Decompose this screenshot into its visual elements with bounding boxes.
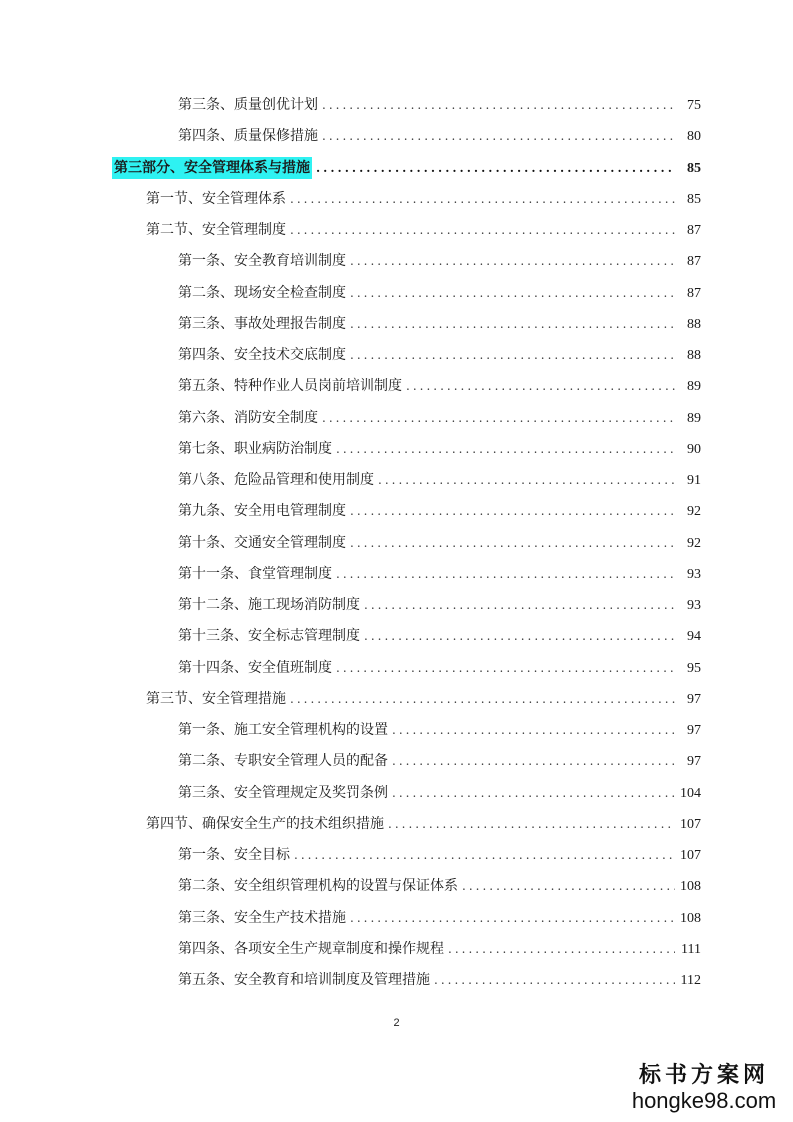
toc-entry[interactable] [178, 844, 701, 866]
toc-entry-page: 87 [687, 254, 701, 269]
toc-entry-label: 第二条、现场安全检查制度 [178, 285, 346, 301]
toc-dot-leader [392, 782, 675, 804]
toc-entry-label: 第三节、安全管理措施 [146, 691, 286, 707]
toc-entry[interactable] [178, 625, 701, 647]
toc-entry[interactable] [178, 438, 701, 460]
toc-dot-leader [462, 875, 675, 897]
toc-entry[interactable] [178, 875, 701, 897]
toc-entry-page: 89 [687, 379, 701, 394]
toc-entry-label: 第二节、安全管理制度 [146, 222, 286, 238]
toc-dot-leader [350, 313, 675, 335]
toc-dot-leader [378, 469, 675, 491]
toc-entry-page: 90 [687, 442, 701, 457]
toc-dot-leader [350, 250, 675, 272]
toc-entry-page: 92 [687, 504, 701, 519]
toc-entry-label: 第六条、消防安全制度 [178, 410, 318, 426]
toc-entry-label: 第七条、职业病防治制度 [178, 441, 332, 457]
toc-entry[interactable] [178, 719, 701, 741]
toc-entry[interactable] [178, 563, 701, 585]
toc-entry-label: 第三条、事故处理报告制度 [178, 316, 346, 332]
toc-entry[interactable] [178, 532, 701, 554]
toc-entry-label: 第九条、安全用电管理制度 [178, 503, 346, 519]
toc-entry[interactable] [178, 407, 701, 429]
toc-entry-label: 第八条、危险品管理和使用制度 [178, 472, 374, 488]
toc-entry-page: 108 [680, 879, 701, 894]
watermark-name: 标书方案网 [638, 1062, 769, 1088]
toc-entry-page: 107 [680, 848, 701, 863]
toc-entry[interactable] [178, 313, 701, 335]
toc-entry-label: 第五条、安全教育和培训制度及管理措施 [178, 972, 430, 988]
toc-entry-page: 85 [687, 161, 701, 176]
toc-entry[interactable] [178, 938, 701, 960]
toc-entry-label: 第十条、交通安全管理制度 [178, 535, 346, 551]
toc-entry[interactable] [146, 688, 701, 710]
toc-entry-label: 第五条、特种作业人员岗前培训制度 [178, 378, 402, 394]
toc-dot-leader [350, 907, 675, 929]
toc-entry-page: 112 [680, 973, 701, 988]
toc-entry-label: 第四条、各项安全生产规章制度和操作规程 [178, 941, 444, 957]
toc-dot-leader [322, 407, 675, 429]
toc-entry-page: 111 [681, 942, 701, 957]
toc-entry-label: 第一条、施工安全管理机构的设置 [178, 722, 388, 738]
toc-dot-leader [350, 344, 675, 366]
toc-dot-leader [448, 938, 675, 960]
watermark-url: hongke98.com [631, 1088, 777, 1113]
watermark-logo [629, 1062, 779, 1114]
toc-entry-label: 第二条、专职安全管理人员的配备 [178, 753, 388, 769]
toc-entry-page: 107 [680, 817, 701, 832]
toc-dot-leader [322, 94, 675, 116]
toc-entry-page: 87 [687, 223, 701, 238]
toc-entry-label: 第三部分、安全管理体系与措施 [112, 157, 312, 179]
toc-entry[interactable] [178, 594, 701, 616]
toc-entry-page: 93 [687, 567, 701, 582]
toc-dot-leader [388, 813, 675, 835]
page-number: 2 [393, 1017, 400, 1029]
toc-entry-page: 95 [687, 661, 701, 676]
toc-entry-page: 97 [687, 692, 701, 707]
toc-dot-leader [290, 688, 675, 710]
toc-entry[interactable] [178, 969, 701, 991]
toc-entry-page: 91 [687, 473, 701, 488]
toc-dot-leader [406, 375, 675, 397]
toc-entry-page: 97 [687, 754, 701, 769]
toc-entry[interactable] [178, 94, 701, 116]
toc-entry-label: 第四条、安全技术交底制度 [178, 347, 346, 363]
toc-entry-label: 第十四条、安全值班制度 [178, 660, 332, 676]
toc-entry[interactable] [178, 469, 701, 491]
toc-entry-page: 85 [687, 192, 701, 207]
toc-dot-leader [350, 532, 675, 554]
toc-dot-leader [290, 219, 675, 241]
toc-entry-page: 87 [687, 286, 701, 301]
toc-entry[interactable] [112, 157, 701, 179]
toc-dot-leader [350, 282, 675, 304]
toc-entry-label: 第四节、确保安全生产的技术组织措施 [146, 816, 384, 832]
toc-entry[interactable] [178, 782, 701, 804]
toc-entry-label: 第十二条、施工现场消防制度 [178, 597, 360, 613]
toc-entry[interactable] [178, 907, 701, 929]
toc-dot-leader [336, 657, 675, 679]
toc-entry-page: 88 [687, 348, 701, 363]
toc-entry-page: 94 [687, 629, 701, 644]
toc-dot-leader [336, 438, 675, 460]
toc-entry-page: 89 [687, 411, 701, 426]
toc-dot-leader [392, 750, 675, 772]
toc-entry-page: 88 [687, 317, 701, 332]
toc-entry-label: 第三条、质量创优计划 [178, 97, 318, 113]
toc-entry-page: 92 [687, 536, 701, 551]
toc-dot-leader [392, 719, 675, 741]
toc-entry[interactable] [178, 375, 701, 397]
toc-entry-page: 80 [687, 129, 701, 144]
toc-entry[interactable] [146, 188, 701, 210]
toc-entry-label: 第二条、安全组织管理机构的设置与保证体系 [178, 878, 458, 894]
toc-entry[interactable] [178, 500, 701, 522]
toc-entry-page: 104 [680, 786, 701, 801]
toc-dot-leader [434, 969, 675, 991]
toc-entry[interactable] [178, 282, 701, 304]
toc-entry-label: 第十三条、安全标志管理制度 [178, 628, 360, 644]
toc-entry-page: 97 [687, 723, 701, 738]
toc-entry-label: 第一节、安全管理体系 [146, 191, 286, 207]
toc-entry-label: 第三条、安全生产技术措施 [178, 910, 346, 926]
toc-dot-leader [364, 594, 675, 616]
toc-entry[interactable] [178, 657, 701, 679]
toc-entry-label: 第三条、安全管理规定及奖罚条例 [178, 785, 388, 801]
toc-dot-leader [336, 563, 675, 585]
toc-dot-leader [322, 125, 675, 147]
toc-entry-label: 第一条、安全目标 [178, 847, 290, 863]
toc-entry-label: 第一条、安全教育培训制度 [178, 253, 346, 269]
toc-entry[interactable] [178, 750, 701, 772]
toc-dot-leader [364, 625, 675, 647]
toc-entry[interactable] [146, 219, 701, 241]
toc-dot-leader [294, 844, 675, 866]
toc-entry-label: 第四条、质量保修措施 [178, 128, 318, 144]
toc-dot-leader [316, 157, 675, 179]
toc-entry[interactable] [178, 344, 701, 366]
toc-entry-page: 75 [687, 98, 701, 113]
toc-dot-leader [290, 188, 675, 210]
toc-entry[interactable] [178, 250, 701, 272]
toc-entry-label: 第十一条、食堂管理制度 [178, 566, 332, 582]
toc-entry-page: 93 [687, 598, 701, 613]
toc-dot-leader [350, 500, 675, 522]
toc-entry[interactable] [178, 125, 701, 147]
toc-entry[interactable] [146, 813, 701, 835]
toc-entry-page: 108 [680, 911, 701, 926]
